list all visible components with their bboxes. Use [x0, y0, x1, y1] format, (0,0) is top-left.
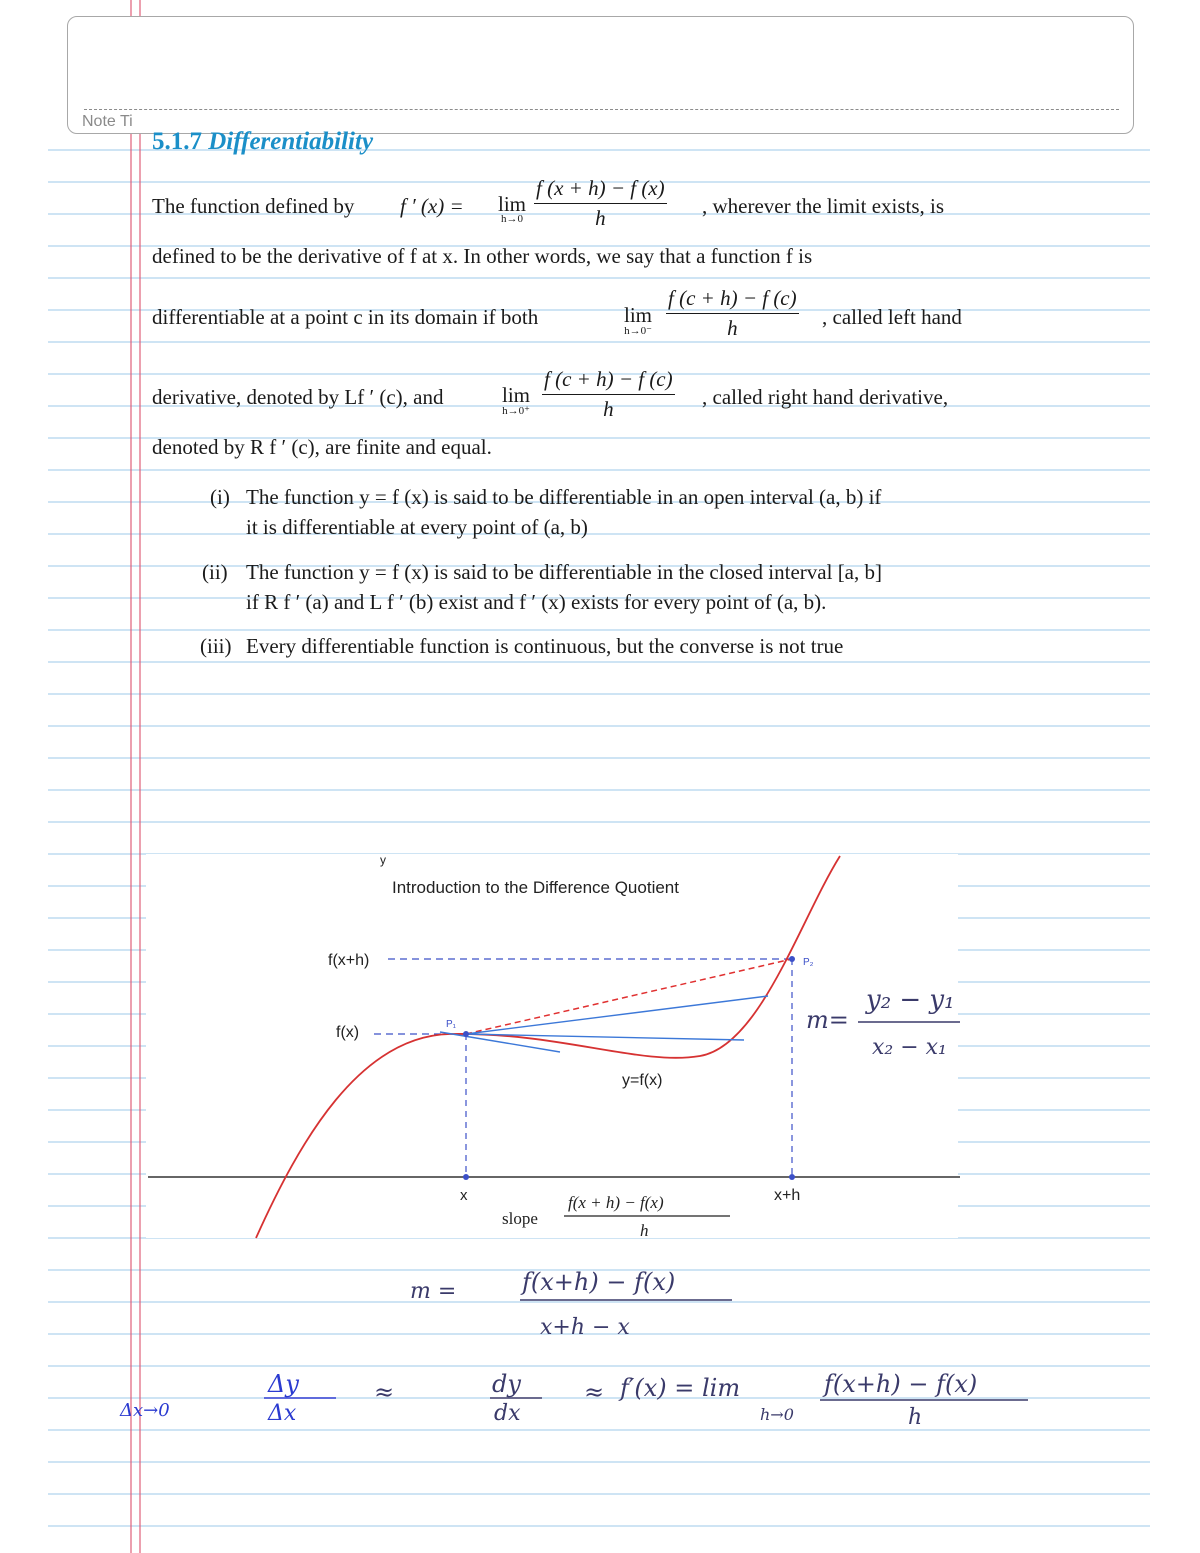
- hand-fpx-num: f(x+h) − f(x): [824, 1370, 978, 1398]
- hand-slope-den: x₂ − x₁: [872, 1035, 947, 1060]
- frac4-den: h: [603, 397, 614, 421]
- def-line1-end: , wherever the limit exists, is: [702, 194, 945, 218]
- slope-den: h: [640, 1221, 649, 1240]
- def-line5: denoted by R f ′ (c), are finite and equal.: [152, 435, 492, 459]
- lim-sub: h→0: [501, 213, 523, 225]
- label-x: x: [460, 1187, 468, 1204]
- hand-approx-1: ≈: [374, 1378, 395, 1406]
- def-line1-start: The function defined by: [152, 194, 355, 218]
- point-p1: [463, 1031, 469, 1037]
- def-line3-end: , called left hand: [822, 305, 962, 329]
- item-1-line1: The function y = f (x) is said to be differentiable in an open interval (a, b) if: [246, 485, 882, 509]
- frac4-num: f (c + h) − f (c): [542, 367, 675, 395]
- label-p2: P₂: [803, 957, 814, 968]
- lim4-sub: h→0⁺: [502, 405, 530, 417]
- hand-delta-x: Δx: [268, 1401, 297, 1426]
- label-p1: P₁: [446, 1019, 457, 1030]
- lim-text: lim: [498, 192, 527, 216]
- item-3-line1: Every differentiable function is continuous, but the converse is not true: [246, 634, 844, 658]
- hand-m-den: x+h − x: [540, 1315, 630, 1340]
- lim4-text: lim: [502, 383, 531, 407]
- def-line2: defined to be the derivative of f at x. In other words, we say that a function f is: [152, 244, 813, 268]
- label-curve: y=f(x): [622, 1072, 663, 1089]
- def-fprime: f ′ (x) =: [400, 194, 464, 218]
- item-3-marker: (iii): [200, 634, 232, 658]
- frac-num: f (x + h) − f (x): [534, 176, 667, 204]
- slope-num: f(x + h) − f(x): [568, 1193, 664, 1212]
- lim3-text: lim: [624, 303, 653, 327]
- hand-approx-2: ≈: [584, 1378, 605, 1406]
- hand-dx: dx: [494, 1401, 521, 1426]
- hand-delta-y: Δy: [268, 1370, 299, 1398]
- section-number: 5.1.7: [152, 128, 202, 155]
- frac-den: h: [595, 206, 606, 230]
- hand-m-num: f(x+h) − f(x): [522, 1268, 676, 1296]
- lim3-sub: h→0⁻: [624, 325, 652, 337]
- y-axis-label: y: [380, 853, 386, 867]
- hand-fpx-sub: h→0: [760, 1405, 794, 1424]
- item-2-marker: (ii): [202, 560, 228, 584]
- figure-title: Introduction to the Difference Quotient: [392, 878, 679, 897]
- hand-m-eq: m =: [410, 1279, 457, 1304]
- slope-label: slope: [502, 1209, 538, 1228]
- hand-limit-cond: Δx→0: [120, 1400, 170, 1421]
- frac3-den: h: [727, 316, 738, 340]
- def-line4-start: derivative, denoted by Lf ′ (c), and: [152, 385, 444, 409]
- item-1-marker: (i): [210, 485, 230, 509]
- hand-m-label: m=: [806, 1006, 849, 1034]
- figure-background: [146, 854, 958, 1238]
- hand-fpx: f′(x) = lim: [620, 1374, 741, 1402]
- point-x: [463, 1174, 469, 1180]
- section-title: Differentiability: [208, 128, 374, 155]
- hand-slope-num: y₂ − y₁: [866, 985, 955, 1015]
- hand-dy: dy: [492, 1370, 521, 1398]
- point-p2: [789, 956, 795, 962]
- hand-fpx-den: h: [908, 1405, 923, 1430]
- def-line4-end: , called right hand derivative,: [702, 385, 949, 409]
- point-xh: [789, 1174, 795, 1180]
- note-title-label: Note Ti: [82, 113, 133, 130]
- item-2-line1: The function y = f (x) is said to be differentiable in the closed interval [a, b]: [246, 560, 882, 584]
- item-1-line2: it is differentiable at every point of (a, b): [246, 515, 588, 539]
- label-fx: f(x): [336, 1024, 360, 1041]
- label-xh: x+h: [774, 1187, 801, 1204]
- item-2-line2: if R f ′ (a) and L f ′ (b) exist and f ′ (x) exists for every point of (a, b).: [246, 590, 827, 614]
- def-line3-start: differentiable at a point c in its domain if both: [152, 305, 539, 329]
- frac3-num: f (c + h) − f (c): [666, 286, 799, 314]
- label-fxh: f(x+h): [328, 952, 370, 969]
